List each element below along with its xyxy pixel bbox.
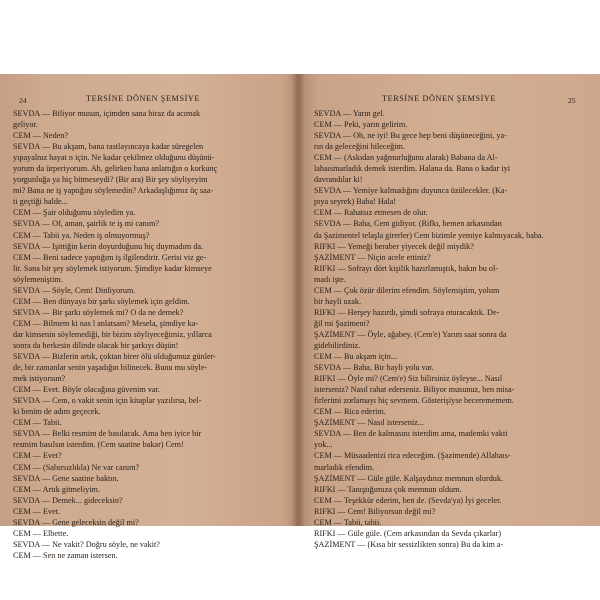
text-line: yorum da ürperiyorum. Ah, gelirken bana anlattığın o korkunç — [13, 164, 218, 174]
text-line: CEM — Peki, yarın gelirim. — [314, 120, 408, 130]
text-line: ğil mi Şaziment? — [314, 318, 370, 328]
right-page-header: TERSİNE DÖNEN ŞEMSİYE — [382, 94, 497, 103]
text-line: RIFKI — Güle güle. (Cem arkasından da Sevda çıkarlar) — [314, 528, 502, 538]
text-line: geliyor. — [13, 120, 38, 130]
text-line: CEM — Sen ne zaman istersen. — [13, 550, 118, 560]
text-line: rın da geleceğini bileceğim. — [314, 142, 405, 152]
text-line: CEM — Bilmem ki nas l anlatsam? Mesela, şimdiye ka- — [13, 318, 199, 328]
text-line: CEM — Evet. Böyle olacağına güvenim var. — [13, 385, 160, 395]
text-line: SEVDA — Baba, Cem gidiyor. (Rifkı, hemen arkasından — [314, 219, 502, 229]
text-line: gidebilirdiniz. — [314, 340, 361, 350]
text-line: RIFKI — Sofrayı dört kişilik hazırlamıştık, bakın bu ol- — [314, 263, 498, 273]
text-line: mek istiyorsun? — [13, 374, 66, 384]
text-line: CEM — Şair olduğumu söyledim ya. — [13, 208, 136, 218]
text-line: SEVDA — Bizlerin artık, çoktan birer ölü olduğumuz günler- — [13, 352, 216, 362]
text-line: RIFKI — Tanıştığımıza çok memnun oldum. — [314, 484, 462, 494]
text-line: CEM — (Sabırsızlıkla) Ne var canım? — [13, 462, 140, 472]
text-line: resmim basılsın isterdim. (Cem saatine bakar) Cem! — [13, 440, 184, 450]
text-line: RIFKI — Herşey hazırdı, şimdi sofraya oturacaktık. De- — [314, 307, 500, 317]
text-line: SEVDA — Oh, ne iyi! Bu gece hep beni düşüneceğini, ya- — [314, 131, 507, 141]
text-line: SEVDA — Baba, Bir hayli yolu var. — [314, 363, 434, 373]
text-line: CEM — Tabii ya. Neden iş olmuyormuş? — [13, 230, 150, 240]
text-line: CEM — Ben dünyaya bir şarkı söylemek için geldim. — [13, 296, 190, 306]
text-line: söylemeniştim. — [13, 274, 63, 284]
text-line: CEM — Neden? — [13, 131, 69, 141]
text-line: CEM — Teşekkür ederim, ben de. (Sevda'ya) İyi geceler. — [314, 495, 502, 505]
text-line: SEVDA — Yarın gel. — [314, 109, 385, 118]
text-line: sonra da herkesin dilinde olacak bir şarkıyı düşün! — [13, 340, 179, 350]
text-line: mi? Bana ne iş yaptığını söylemedin? Arkadaşlığımız üç saa- — [13, 186, 214, 196]
text-line: yorgunluğa ya hiç bitmeseydi? (Bir ara) Bir şey söyliyeyim — [13, 175, 208, 185]
left-page-text — [13, 108, 293, 561]
text-line: marladık efendim. — [314, 462, 375, 472]
text-line: isterseniz? Nasıl rahat ederseniz. Biliyor musunuz, ben misa- — [314, 385, 515, 395]
text-line: ŞAZİMENT — Niçin acele ettiniz? — [314, 252, 431, 262]
text-line: dar kimsenin söylemediği, bir bizim söyliyeceğimiz, yıllarca — [13, 329, 212, 339]
text-line: SEVDA — Biliyor musun, içimden sana biraz da acımak — [13, 109, 201, 118]
text-line: SEVDA — Gene geleceksin değil mi? — [13, 517, 139, 527]
text-line: ŞAZİMENT — Güle güle. Kalşaydınız memnun olurduk. — [314, 473, 504, 483]
text-line: SEVDA — Bir şarkı söylemek mi? O da ne demek? — [13, 307, 184, 317]
text-line: CEM — Evet? — [13, 451, 62, 461]
text-line: SEVDA — Ne vakit? Doğru söyle, ne vakit? — [13, 539, 160, 549]
right-page-number: 25 — [568, 96, 576, 105]
text-line: ti geçtiği halde... — [13, 197, 68, 207]
text-line: lahaısmarladık demek isterdim. Halana da. Bana o kadar iyi — [314, 164, 510, 174]
text-line: CEM — Elbette. — [13, 528, 69, 538]
text-line: SEVDA — Söyle, Cem! Dinliyorum. — [13, 285, 136, 295]
text-line: pıya seyrek) Baba! Hala! — [314, 197, 397, 207]
left-page — [0, 74, 300, 560]
text-line: SEVDA — Demek... gideceksin? — [13, 495, 123, 505]
left-page-number: 24 — [19, 96, 27, 105]
right-page — [302, 74, 600, 549]
text-line: RIFKI — Öyle mi? (Cem'e) Siz bilirsiniz öyleyse... Nasıl — [314, 374, 503, 384]
text-line: yıpayalnız hayat n için. Ne kadar çekilmez olduğunu düşünü- — [13, 153, 215, 163]
text-line: SEVDA — Cem, o vakit senin için kitaplar yazılırsa, bel- — [13, 396, 202, 406]
text-line: SEVDA — Belki resmim de basılacak. Ama ben iyice bir — [13, 429, 202, 439]
text-line: CEM — (Askıdan yağmurluğunu alarak) Babana da Al- — [314, 153, 498, 163]
text-line: CEM — Tabii. — [13, 418, 62, 428]
text-line: CEM — Artık gitmeliyim. — [13, 484, 100, 494]
text-line: SEVDA — Yemiye kalmadığını duyunca üzülecekler. (Ka- — [314, 186, 508, 196]
text-line: CEM — Bu akşam için... — [314, 352, 398, 362]
text-line: CEM — Çok özür dilerim efendim. Söylemiştim, yolum — [314, 285, 500, 295]
text-line: CEM — Rahatsız etmesen de olur. — [314, 208, 428, 218]
text-line: CEM — Beni sadece yaptığım iş ilgilendirir. Gerisi viz ge- — [13, 252, 207, 262]
text-line: RIFKI — Cem! Biliyorsun değil mi? — [314, 506, 436, 516]
text-line: CEM — Rica ederim. — [314, 407, 386, 417]
text-line: CEM — Evet. — [13, 506, 61, 516]
text-line: CEM — Tabii, tabii. — [314, 517, 382, 527]
text-line: davrandılar ki! — [314, 175, 363, 185]
text-line: SEVDA — Of, aman, şairlik te iş mi canım? — [13, 219, 159, 229]
text-line: SEVDA — Ben de kalmasını isterdim ama, mademki vakti — [314, 429, 508, 439]
text-line: bir hayli uzak. — [314, 296, 362, 306]
text-line: ŞAZİMENT — (Kısa bir sessizlikten sonra) Bu da kim a- — [314, 539, 504, 549]
right-page-text — [314, 108, 588, 550]
text-line: SEVDA — Bu akşam, bana rastlayıncaya kadar süregelen — [13, 142, 204, 152]
text-line: ŞAZİMENT — Öyle, ağabey. (Cem'e) Yarım saat sonra da — [314, 329, 507, 339]
text-line: de, bir zamanlar senin yaşadığın bilinecek. Bunu mu söyle- — [13, 363, 208, 373]
text-line: RIFKI — Yemeği beraber yiyecek değil miydik? — [314, 241, 474, 251]
text-line: yok... — [314, 440, 333, 450]
text-line: SEVDA — Işittiğin kerin doyurduğunu hiç duymadım da. — [13, 241, 204, 251]
text-line: CEM — Müsaadenizi rica edeceğim. (Şazimende) Allahaıs- — [314, 451, 511, 461]
text-line: lir. Sana bir şey söylemek istiyorum. Şimdiye kadar kimseye — [13, 263, 212, 273]
text-line: da Şazimentel telaşla girerler) Cem bizimle yemiye kalmıyacak, baba. — [314, 230, 544, 240]
text-line: madı işte. — [314, 274, 346, 284]
text-line: firlerimi zorlamayı hiç sevmem. Gösterişiyse becerememem. — [314, 396, 514, 406]
open-book — [0, 74, 600, 560]
text-line: ŞAZİMENT — Nasıl isterseniz... — [314, 418, 424, 428]
left-page-header: TERSİNE DÖNEN ŞEMSİYE — [86, 94, 201, 103]
text-line: ki benim de adım geçecek. — [13, 407, 101, 417]
text-line: SEVDA — Gene saatine baktın. — [13, 473, 119, 483]
